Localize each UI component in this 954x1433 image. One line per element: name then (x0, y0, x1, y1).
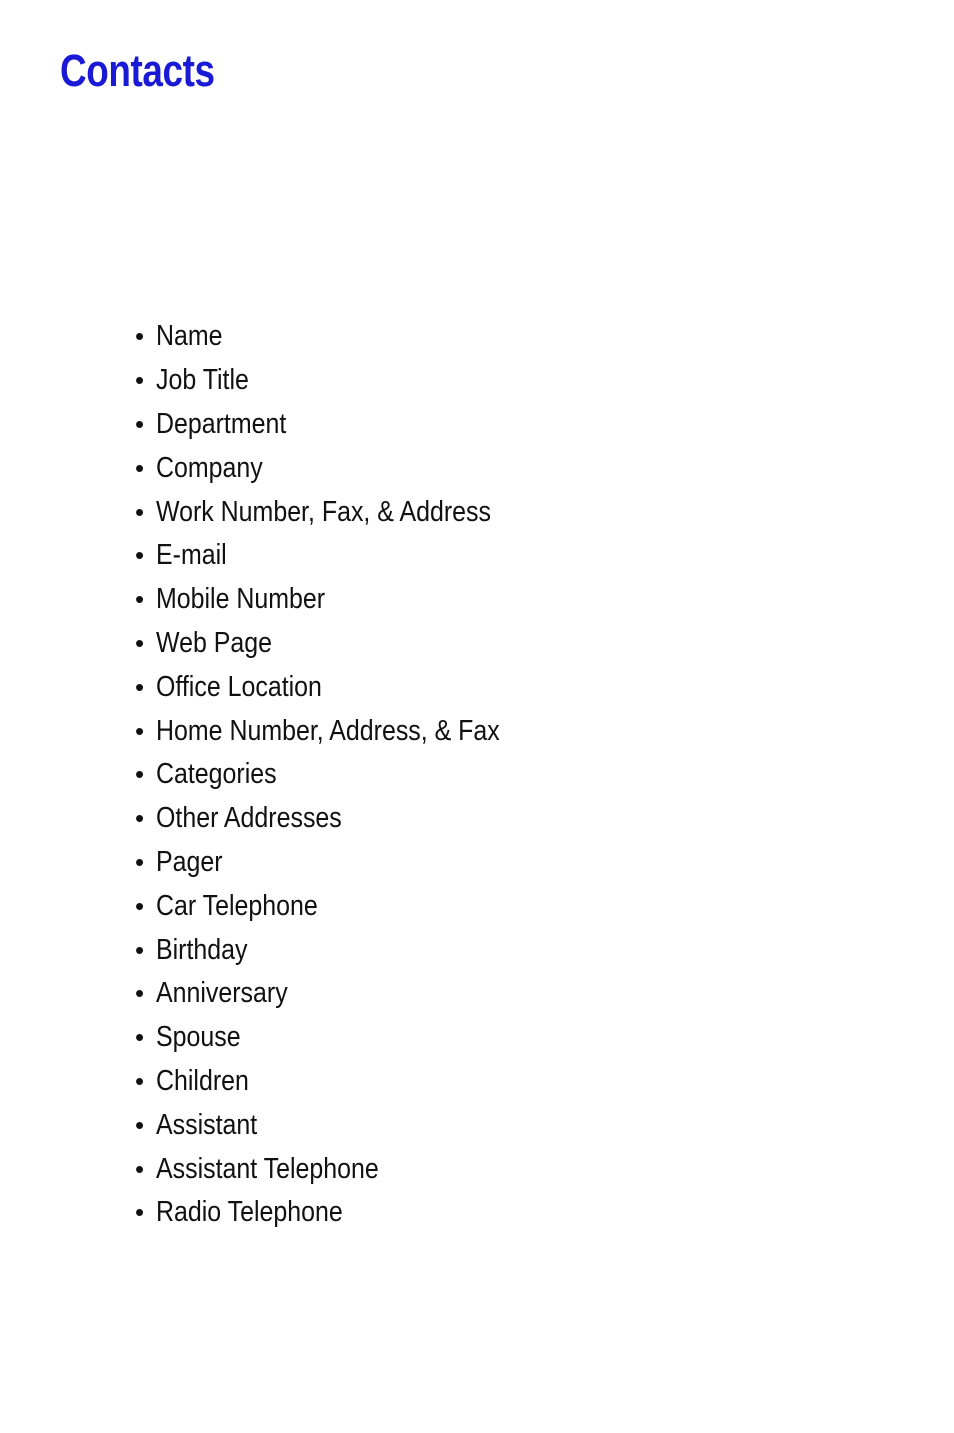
list-item (135, 315, 556, 359)
bullet-icon: • (135, 452, 145, 483)
bullet-icon: • (135, 408, 145, 439)
list-item (135, 490, 556, 534)
list-item-label: Work Number, Fax, & Address (156, 495, 491, 528)
list-item-label: Radio Telephone (156, 1196, 343, 1229)
list-item-label: Company (156, 451, 263, 484)
bullet-icon: • (135, 1153, 145, 1184)
list-item-label: Mobile Number (156, 583, 326, 616)
list-item-label: Office Location (156, 670, 322, 703)
list-item-label: Assistant Telephone (156, 1152, 379, 1185)
list-item (135, 928, 556, 972)
list-item-label: Name (156, 320, 223, 353)
list-item (135, 403, 556, 447)
bullet-icon: • (135, 715, 145, 746)
bullet-icon: • (135, 846, 145, 877)
list-item-label: Car Telephone (156, 889, 318, 922)
bullet-icon: • (135, 1197, 145, 1228)
list-item (135, 665, 556, 709)
list-item (135, 359, 556, 403)
list-item (135, 841, 556, 885)
list-item (135, 1147, 556, 1191)
bullet-icon: • (135, 627, 145, 658)
bullet-icon: • (135, 540, 145, 571)
list-item (135, 534, 556, 578)
bullet-icon: • (135, 890, 145, 921)
list-item (135, 622, 556, 666)
list-item (135, 753, 556, 797)
bullet-icon: • (135, 671, 145, 702)
bullet-icon: • (135, 496, 145, 527)
list-item-label: Web Page (156, 626, 273, 659)
list-item-label: Home Number, Address, & Fax (156, 714, 500, 747)
list-item-label: Assistant (156, 1108, 258, 1141)
list-item (135, 1103, 556, 1147)
bullet-icon: • (135, 1065, 145, 1096)
page-title: Contacts (60, 45, 215, 96)
bullet-icon: • (135, 1022, 145, 1053)
list-item (135, 446, 556, 490)
bullet-icon: • (135, 1109, 145, 1140)
list-item-label: E-mail (156, 539, 227, 572)
list-item (135, 1191, 556, 1235)
bullet-icon: • (135, 365, 145, 396)
list-item (135, 1016, 556, 1060)
list-item-label: Job Title (156, 364, 249, 397)
list-item (135, 1060, 556, 1104)
bullet-icon: • (135, 321, 145, 352)
list-item (135, 797, 556, 841)
bullet-icon: • (135, 803, 145, 834)
list-item-label: Department (156, 407, 287, 440)
list-item-label: Other Addresses (156, 802, 342, 835)
list-item-label: Birthday (156, 933, 248, 966)
list-item-label: Pager (156, 845, 223, 878)
list-item (135, 709, 556, 753)
bullet-icon: • (135, 584, 145, 615)
list-item (135, 884, 556, 928)
list-item-label: Children (156, 1064, 249, 1097)
list-item (135, 578, 556, 622)
contact-fields-list (135, 315, 556, 1235)
list-item (135, 972, 556, 1016)
bullet-icon: • (135, 934, 145, 965)
list-item-label: Anniversary (156, 977, 288, 1010)
list-item-label: Categories (156, 758, 277, 791)
bullet-icon: • (135, 978, 145, 1009)
bullet-icon: • (135, 759, 145, 790)
list-item-label: Spouse (156, 1021, 241, 1054)
